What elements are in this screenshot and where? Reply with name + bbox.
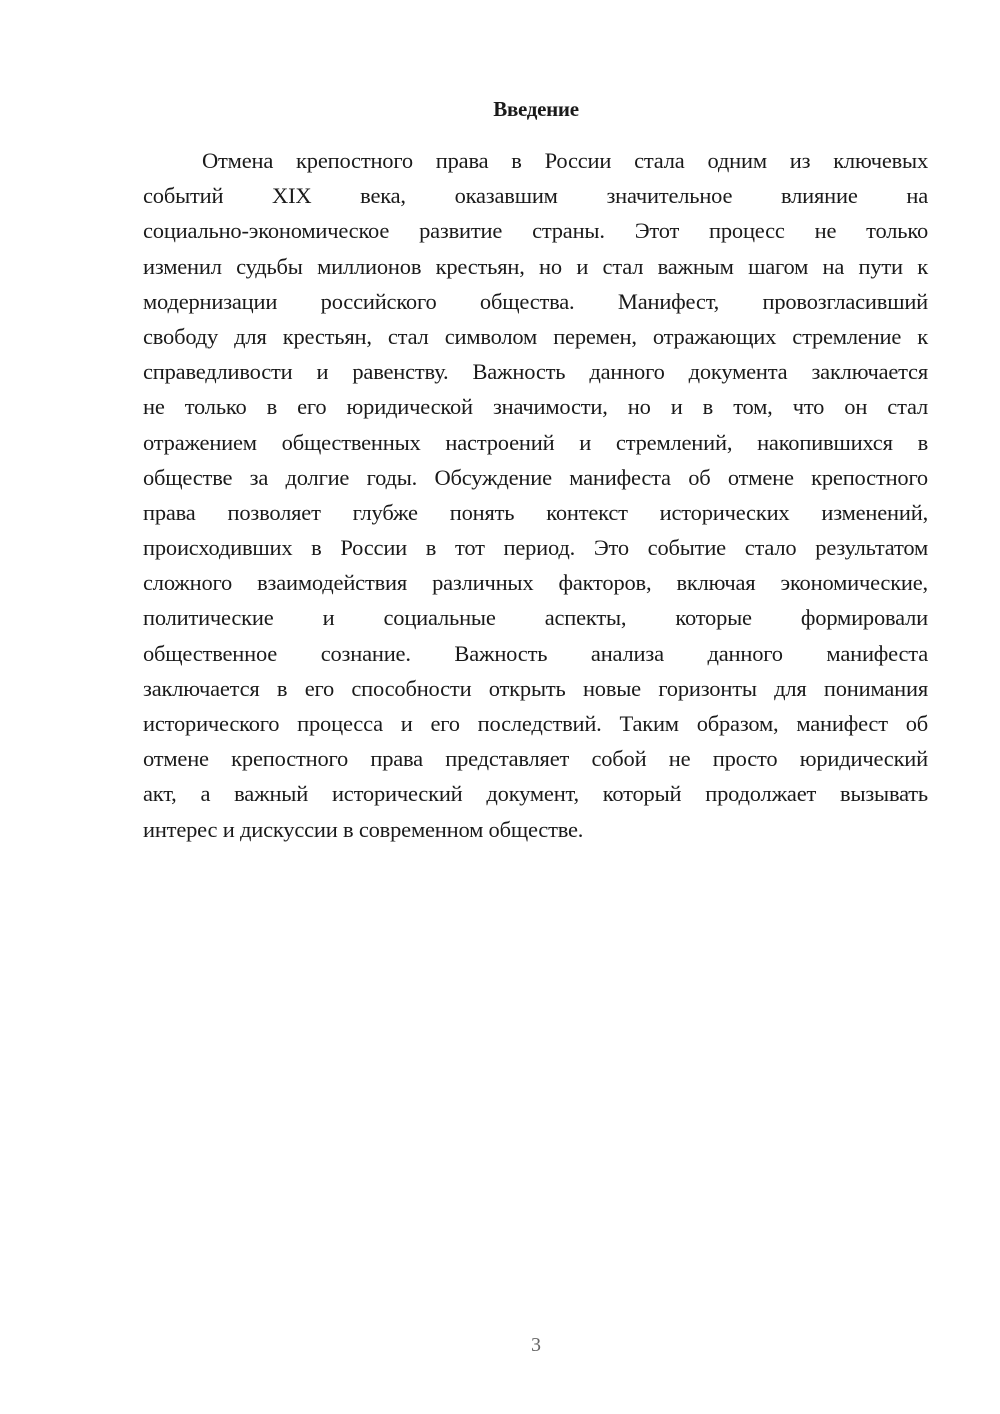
paragraph-line: исторического процесса и его последствий. Таким образом, манифест об	[143, 711, 928, 736]
paragraph-line: права позволяет глубже понять контекст исторических изменений,	[143, 499, 928, 525]
body-paragraph	[143, 143, 928, 847]
paragraph-line: изменил судьбы миллионов крестьян, но и стал важным шагом на пути к	[143, 253, 928, 279]
paragraph-line: акт, а важный исторический документ, который продолжает вызывать	[143, 781, 928, 807]
paragraph-line: модернизации российского общества. Манифест, провозгласивший	[143, 288, 928, 314]
paragraph-line: Отмена крепостного права в России стала одним из ключевых	[202, 148, 928, 173]
section-heading: Введение	[493, 97, 579, 121]
paragraph-line: свободу для крестьян, стал символом перемен, отражающих стремление к	[143, 323, 928, 349]
paragraph-line: отражением общественных настроений и стремлений, накопившихся в	[143, 429, 928, 455]
paragraph-line: общественное сознание. Важность анализа данного манифеста	[143, 640, 928, 666]
paragraph-line: происходивших в России в тот период. Это событие стало результатом	[143, 535, 928, 561]
paragraph-line: заключается в его способности открыть новые горизонты для понимания	[143, 675, 928, 701]
paragraph-line: социально-экономическое развитие страны. Этот процесс не только	[143, 218, 928, 244]
page-number: 3	[531, 1334, 541, 1356]
paragraph-line: справедливости и равенству. Важность данного документа заключается	[143, 359, 928, 385]
paragraph-line: не только в его юридической значимости, но и в том, что он стал	[143, 394, 928, 420]
paragraph-line: событий XIX века, оказавшим значительное влияние на	[143, 183, 928, 209]
paragraph-line: интерес и дискуссии в современном обществе.	[143, 816, 584, 842]
paragraph-line: отмене крепостного права представляет собой не просто юридический	[143, 746, 928, 772]
paragraph-line: обществе за долгие годы. Обсуждение манифеста об отмене крепостного	[143, 464, 928, 490]
paragraph-line: политические и социальные аспекты, которые формировали	[143, 605, 928, 631]
paragraph-line: сложного взаимодействия различных факторов, включая экономические,	[143, 570, 928, 596]
